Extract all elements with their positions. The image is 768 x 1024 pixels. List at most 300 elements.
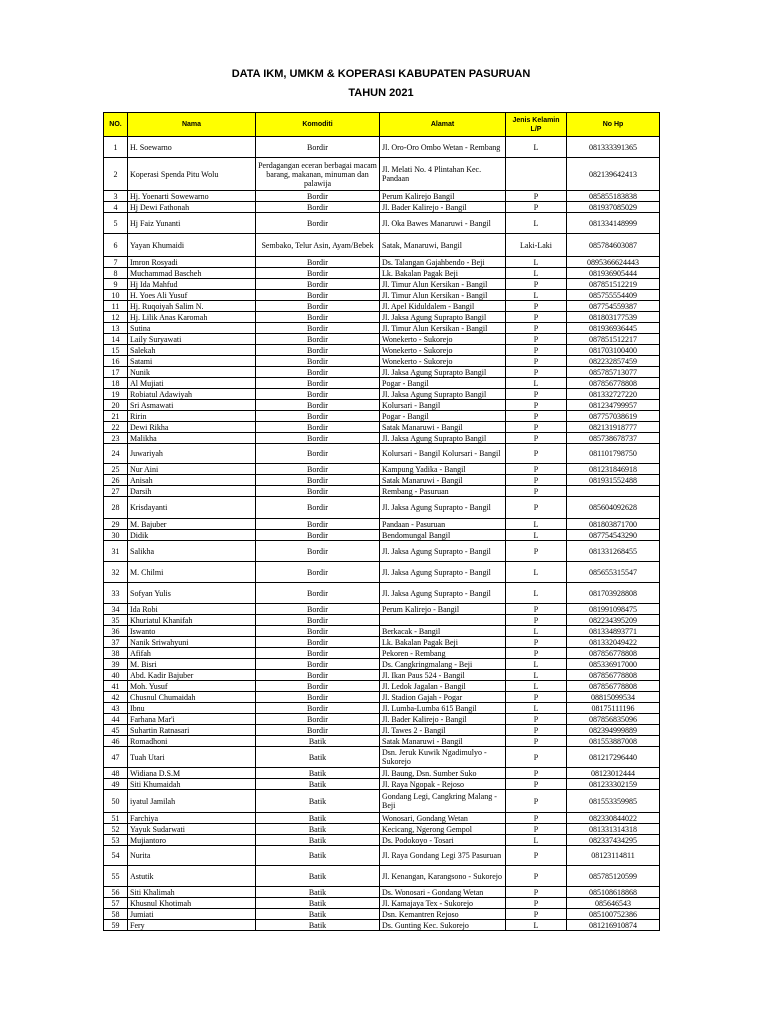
- commodity-cell: Bordir: [256, 530, 380, 541]
- table-row: [104, 541, 660, 562]
- phone-cell: 082139642413: [567, 158, 660, 191]
- phone-cell: 082234395209: [567, 615, 660, 626]
- address-cell: Kecicang, Ngerong Gempol: [380, 824, 506, 835]
- gender-cell: L: [506, 378, 567, 389]
- table-row: [104, 615, 660, 626]
- phone-cell: 085108618868: [567, 887, 660, 898]
- table-row: [104, 422, 660, 433]
- name-cell: Didik: [128, 530, 256, 541]
- address-cell: Ds. Gunting Kec. Sukorejo: [380, 920, 506, 931]
- row-number: 29: [104, 519, 128, 530]
- table-row: [104, 257, 660, 268]
- address-cell: Jl. Stadion Gajah - Pogar: [380, 692, 506, 703]
- row-number: 38: [104, 648, 128, 659]
- name-cell: Siti Khalimah: [128, 887, 256, 898]
- table-row: [104, 648, 660, 659]
- commodity-cell: Batik: [256, 866, 380, 887]
- name-cell: Nur Aini: [128, 464, 256, 475]
- phone-cell: 081936905444: [567, 268, 660, 279]
- commodity-cell: Bordir: [256, 583, 380, 604]
- name-cell: Hj Faiz Yunanti: [128, 213, 256, 234]
- row-number: 22: [104, 422, 128, 433]
- table-row: [104, 486, 660, 497]
- address-cell: Jl. Jaksa Agung Suprapto - Bangil: [380, 583, 506, 604]
- address-cell: Jl. Apel Kiduldalem - Bangil: [380, 301, 506, 312]
- commodity-cell: Bordir: [256, 725, 380, 736]
- gender-cell: P: [506, 824, 567, 835]
- address-cell: Jl. Ledok Jagalan - Bangil: [380, 681, 506, 692]
- gender-cell: P: [506, 692, 567, 703]
- phone-cell: 085755554409: [567, 290, 660, 301]
- row-number: 34: [104, 604, 128, 615]
- address-cell: Bendomungal Bangil: [380, 530, 506, 541]
- row-number: 57: [104, 898, 128, 909]
- commodity-cell: Bordir: [256, 137, 380, 158]
- commodity-cell: Bordir: [256, 637, 380, 648]
- name-cell: Robiatul Adawiyah: [128, 389, 256, 400]
- table-row: [104, 389, 660, 400]
- row-number: 44: [104, 714, 128, 725]
- gender-cell: L: [506, 257, 567, 268]
- name-cell: Juwariyah: [128, 444, 256, 464]
- table-row: [104, 626, 660, 637]
- gender-cell: P: [506, 813, 567, 824]
- table-row: [104, 400, 660, 411]
- row-number: 30: [104, 530, 128, 541]
- gender-cell: P: [506, 433, 567, 444]
- address-cell: Satak Manaruwi - Bangil: [380, 422, 506, 433]
- address-cell: Jl. Raya Ngopak - Rejoso: [380, 779, 506, 790]
- name-cell: Hj Dewi Fathonah: [128, 202, 256, 213]
- name-cell: Siti Khumaidah: [128, 779, 256, 790]
- commodity-cell: Bordir: [256, 714, 380, 725]
- name-cell: Ibnu: [128, 703, 256, 714]
- table-row: [104, 234, 660, 257]
- name-cell: Koperasi Spenda Pitu Wolu: [128, 158, 256, 191]
- phone-cell: 082330844022: [567, 813, 660, 824]
- document-title: DATA IKM, UMKM & KOPERASI KABUPATEN PASURUAN: [231, 68, 531, 80]
- gender-cell: P: [506, 648, 567, 659]
- phone-cell: 081936936445: [567, 323, 660, 334]
- gender-cell: L: [506, 835, 567, 846]
- phone-cell: [567, 486, 660, 497]
- gender-cell: P: [506, 725, 567, 736]
- gender-cell: P: [506, 887, 567, 898]
- commodity-cell: Bordir: [256, 301, 380, 312]
- gender-cell: P: [506, 475, 567, 486]
- phone-cell: 081703100400: [567, 345, 660, 356]
- phone-cell: 087856778808: [567, 670, 660, 681]
- commodity-cell: Bordir: [256, 681, 380, 692]
- row-number: 18: [104, 378, 128, 389]
- name-cell: Moh. Yusuf: [128, 681, 256, 692]
- table-row: [104, 835, 660, 846]
- row-number: 52: [104, 824, 128, 835]
- phone-cell: 081331268455: [567, 541, 660, 562]
- address-cell: Kolursari - Bangil Kolursari - Bangil: [380, 444, 506, 464]
- name-cell: Sri Asmawati: [128, 400, 256, 411]
- row-number: 10: [104, 290, 128, 301]
- gender-cell: P: [506, 464, 567, 475]
- row-number: 40: [104, 670, 128, 681]
- table-row: [104, 158, 660, 191]
- gender-cell: P: [506, 334, 567, 345]
- gender-cell: L: [506, 670, 567, 681]
- phone-cell: 085785713077: [567, 367, 660, 378]
- phone-cell: 08175111196: [567, 703, 660, 714]
- address-cell: Jl. Timur Alun Kersikan - Bangil: [380, 290, 506, 301]
- address-cell: Jl. Jaksa Agung Suprapto - Bangil: [380, 562, 506, 583]
- table-row: [104, 475, 660, 486]
- row-number: 20: [104, 400, 128, 411]
- gender-cell: P: [506, 714, 567, 725]
- name-cell: M. Bajuber: [128, 519, 256, 530]
- row-number: 54: [104, 846, 128, 866]
- gender-cell: Laki-Laki: [506, 234, 567, 257]
- table-row: [104, 334, 660, 345]
- gender-cell: P: [506, 779, 567, 790]
- address-cell: Jl. Jaksa Agung Suprapto Bangil: [380, 367, 506, 378]
- name-cell: Imron Rosyadi: [128, 257, 256, 268]
- table-row: [104, 747, 660, 768]
- commodity-cell: Bordir: [256, 703, 380, 714]
- phone-cell: 085655315547: [567, 562, 660, 583]
- phone-cell: 081331314318: [567, 824, 660, 835]
- phone-cell: 081991098475: [567, 604, 660, 615]
- commodity-cell: Batik: [256, 898, 380, 909]
- gender-cell: L: [506, 530, 567, 541]
- gender-cell: P: [506, 898, 567, 909]
- address-cell: Satak, Manaruwi, Bangil: [380, 234, 506, 257]
- row-number: 50: [104, 790, 128, 813]
- table-row: [104, 824, 660, 835]
- commodity-cell: Bordir: [256, 345, 380, 356]
- commodity-cell: Bordir: [256, 422, 380, 433]
- phone-cell: 081334148999: [567, 213, 660, 234]
- gender-cell: P: [506, 345, 567, 356]
- phone-cell: 085100752386: [567, 909, 660, 920]
- table-row: [104, 378, 660, 389]
- address-cell: Wonekerto - Sukorejo: [380, 356, 506, 367]
- name-cell: Darsih: [128, 486, 256, 497]
- gender-cell: L: [506, 626, 567, 637]
- name-cell: Laily Suryawati: [128, 334, 256, 345]
- table-row: [104, 813, 660, 824]
- gender-cell: P: [506, 846, 567, 866]
- phone-cell: 082337434295: [567, 835, 660, 846]
- header-komoditi: Komoditi: [256, 113, 380, 137]
- address-cell: Perum Kalirejo - Bangil: [380, 604, 506, 615]
- row-number: 17: [104, 367, 128, 378]
- name-cell: Khusnul Khotimah: [128, 898, 256, 909]
- address-cell: Ds. Podokoyo - Tosari: [380, 835, 506, 846]
- table-row: [104, 191, 660, 202]
- row-number: 3: [104, 191, 128, 202]
- document-subtitle: TAHUN 2021: [348, 87, 414, 99]
- name-cell: Salekah: [128, 345, 256, 356]
- name-cell: Iswanto: [128, 626, 256, 637]
- table-row: [104, 367, 660, 378]
- name-cell: H. Yoes Ali Yusuf: [128, 290, 256, 301]
- address-cell: Pandaan - Pasuruan: [380, 519, 506, 530]
- row-number: 53: [104, 835, 128, 846]
- table-row: [104, 736, 660, 747]
- row-number: 41: [104, 681, 128, 692]
- gender-cell: P: [506, 736, 567, 747]
- table-row: [104, 637, 660, 648]
- phone-cell: 087856778808: [567, 681, 660, 692]
- commodity-cell: Bordir: [256, 475, 380, 486]
- address-cell: Jl. Jaksa Agung Suprapto Bangil: [380, 389, 506, 400]
- table-row: [104, 268, 660, 279]
- row-number: 13: [104, 323, 128, 334]
- commodity-cell: Bordir: [256, 626, 380, 637]
- row-number: 45: [104, 725, 128, 736]
- commodity-cell: Bordir: [256, 444, 380, 464]
- gender-cell: L: [506, 290, 567, 301]
- phone-cell: 081216910874: [567, 920, 660, 931]
- gender-cell: P: [506, 909, 567, 920]
- phone-cell: 081234799957: [567, 400, 660, 411]
- phone-cell: 081803177539: [567, 312, 660, 323]
- address-cell: Jl. Timur Alun Kersikan - Bangil: [380, 279, 506, 290]
- commodity-cell: Batik: [256, 846, 380, 866]
- row-number: 56: [104, 887, 128, 898]
- phone-cell: 085336917000: [567, 659, 660, 670]
- table-row: [104, 433, 660, 444]
- table-row: [104, 411, 660, 422]
- commodity-cell: Bordir: [256, 202, 380, 213]
- row-number: 32: [104, 562, 128, 583]
- gender-cell: P: [506, 768, 567, 779]
- gender-cell: P: [506, 400, 567, 411]
- row-number: 27: [104, 486, 128, 497]
- phone-cell: 087856778808: [567, 378, 660, 389]
- header-no-hp: No Hp: [567, 113, 660, 137]
- phone-cell: 081803871700: [567, 519, 660, 530]
- commodity-cell: Batik: [256, 779, 380, 790]
- address-cell: Kampung Yadika - Bangil: [380, 464, 506, 475]
- address-cell: Wonekerto - Sukorejo: [380, 334, 506, 345]
- address-cell: Jl. Oka Bawes Manaruwi - Bangil: [380, 213, 506, 234]
- phone-cell: 087754543290: [567, 530, 660, 541]
- row-number: 21: [104, 411, 128, 422]
- gender-cell: L: [506, 920, 567, 931]
- name-cell: Khuriatul Khanifah: [128, 615, 256, 626]
- table-row: [104, 768, 660, 779]
- row-number: 49: [104, 779, 128, 790]
- gender-cell: P: [506, 497, 567, 519]
- row-number: 4: [104, 202, 128, 213]
- phone-cell: 081937085029: [567, 202, 660, 213]
- commodity-cell: Batik: [256, 920, 380, 931]
- commodity-cell: Bordir: [256, 257, 380, 268]
- table-row: [104, 312, 660, 323]
- phone-cell: 085604092628: [567, 497, 660, 519]
- name-cell: Chusnul Chumaidah: [128, 692, 256, 703]
- name-cell: Yayuk Sudarwati: [128, 824, 256, 835]
- row-number: 11: [104, 301, 128, 312]
- address-cell: Rembang - Pasuruan: [380, 486, 506, 497]
- commodity-cell: Perdagangan eceran berbagai macam barang, makanan, minuman dan palawija: [256, 158, 380, 191]
- table-row: [104, 898, 660, 909]
- name-cell: Tuah Utari: [128, 747, 256, 768]
- name-cell: Salikha: [128, 541, 256, 562]
- phone-cell: 085646543: [567, 898, 660, 909]
- phone-cell: 087856835096: [567, 714, 660, 725]
- address-cell: Gondang Legi, Cangkring Malang - Beji: [380, 790, 506, 813]
- table-row: [104, 562, 660, 583]
- gender-cell: P: [506, 422, 567, 433]
- address-cell: Ds. Cangkringmalang - Beji: [380, 659, 506, 670]
- address-cell: Jl. Timur Alun Kersikan - Bangil: [380, 323, 506, 334]
- address-cell: Ds. Talangan Gajahbendo - Beji: [380, 257, 506, 268]
- table-row: [104, 530, 660, 541]
- gender-cell: L: [506, 681, 567, 692]
- gender-cell: L: [506, 659, 567, 670]
- name-cell: Mujiantoro: [128, 835, 256, 846]
- gender-cell: L: [506, 519, 567, 530]
- address-cell: Berkacak - Bangil: [380, 626, 506, 637]
- commodity-cell: Batik: [256, 909, 380, 920]
- name-cell: Romadhoni: [128, 736, 256, 747]
- name-cell: Krisdayanti: [128, 497, 256, 519]
- row-number: 26: [104, 475, 128, 486]
- commodity-cell: Batik: [256, 824, 380, 835]
- gender-cell: [506, 158, 567, 191]
- header-jenis-kelamin: [506, 113, 567, 137]
- commodity-cell: Bordir: [256, 486, 380, 497]
- table-row: [104, 920, 660, 931]
- row-number: 9: [104, 279, 128, 290]
- name-cell: Dewi Rikha: [128, 422, 256, 433]
- gender-cell: L: [506, 268, 567, 279]
- phone-cell: 081333391365: [567, 137, 660, 158]
- address-cell: Lk. Bakalan Pagak Beji: [380, 637, 506, 648]
- row-number: 2: [104, 158, 128, 191]
- commodity-cell: Bordir: [256, 378, 380, 389]
- address-cell: Jl. Bader Kalirejo - Bangil: [380, 202, 506, 213]
- address-cell: Jl. Jaksa Agung Suprapto - Bangil: [380, 497, 506, 519]
- address-cell: Jl. Jaksa Agung Suprapto - Bangil: [380, 541, 506, 562]
- commodity-cell: Bordir: [256, 497, 380, 519]
- table-row: [104, 670, 660, 681]
- gender-cell: P: [506, 389, 567, 400]
- name-cell: Afifah: [128, 648, 256, 659]
- phone-cell: 08815099534: [567, 692, 660, 703]
- commodity-cell: Bordir: [256, 615, 380, 626]
- commodity-cell: Bordir: [256, 562, 380, 583]
- address-cell: Perum Kalirejo Bangil: [380, 191, 506, 202]
- address-cell: Dsn. Jeruk Kuwik Ngadimulyo - Sukorejo: [380, 747, 506, 768]
- phone-cell: 082232857459: [567, 356, 660, 367]
- gender-cell: P: [506, 312, 567, 323]
- phone-cell: 087856778808: [567, 648, 660, 659]
- table-row: [104, 604, 660, 615]
- gender-cell: P: [506, 411, 567, 422]
- name-cell: Muchammad Bascheh: [128, 268, 256, 279]
- address-cell: Satak Manaruwi - Bangil: [380, 475, 506, 486]
- row-number: 19: [104, 389, 128, 400]
- table-row: [104, 202, 660, 213]
- name-cell: Al Mujiati: [128, 378, 256, 389]
- commodity-cell: Batik: [256, 790, 380, 813]
- commodity-cell: Bordir: [256, 323, 380, 334]
- gender-cell: P: [506, 367, 567, 378]
- table-row: [104, 866, 660, 887]
- table-row: [104, 909, 660, 920]
- phone-cell: 085784603087: [567, 234, 660, 257]
- commodity-cell: Bordir: [256, 604, 380, 615]
- table-row: [104, 301, 660, 312]
- commodity-cell: Bordir: [256, 191, 380, 202]
- name-cell: Anisah: [128, 475, 256, 486]
- table-row: [104, 444, 660, 464]
- table-row: [104, 887, 660, 898]
- address-cell: Jl. Ikan Paus 524 - Bangil: [380, 670, 506, 681]
- phone-cell: 087757038619: [567, 411, 660, 422]
- phone-cell: 085855183838: [567, 191, 660, 202]
- name-cell: Suhartin Ratnasari: [128, 725, 256, 736]
- row-number: 36: [104, 626, 128, 637]
- commodity-cell: Batik: [256, 835, 380, 846]
- phone-cell: 081332727220: [567, 389, 660, 400]
- row-number: 46: [104, 736, 128, 747]
- row-number: 48: [104, 768, 128, 779]
- phone-cell: 082131918777: [567, 422, 660, 433]
- gender-cell: P: [506, 747, 567, 768]
- table-row: [104, 519, 660, 530]
- table-row: [104, 692, 660, 703]
- gender-cell: P: [506, 444, 567, 464]
- commodity-cell: Batik: [256, 736, 380, 747]
- phone-cell: 085738678737: [567, 433, 660, 444]
- table-row: [104, 790, 660, 813]
- phone-cell: 085785120599: [567, 866, 660, 887]
- name-cell: Ririn: [128, 411, 256, 422]
- address-cell: Dsn. Kemantren Rejoso: [380, 909, 506, 920]
- gender-cell: P: [506, 637, 567, 648]
- commodity-cell: Batik: [256, 887, 380, 898]
- row-number: 24: [104, 444, 128, 464]
- table-row: [104, 213, 660, 234]
- table-row: [104, 779, 660, 790]
- row-number: 47: [104, 747, 128, 768]
- name-cell: Hj Ida Mahfud: [128, 279, 256, 290]
- commodity-cell: Bordir: [256, 400, 380, 411]
- gender-cell: P: [506, 191, 567, 202]
- row-number: 14: [104, 334, 128, 345]
- name-cell: Nanik Sriwahyuni: [128, 637, 256, 648]
- header-nama: Nama: [128, 113, 256, 137]
- gender-cell: P: [506, 202, 567, 213]
- phone-cell: 081332049422: [567, 637, 660, 648]
- name-cell: Hj. Ruqoiyah Salim N.: [128, 301, 256, 312]
- name-cell: Jumiati: [128, 909, 256, 920]
- name-cell: iyatul Jamilah: [128, 790, 256, 813]
- commodity-cell: Bordir: [256, 213, 380, 234]
- row-number: 1: [104, 137, 128, 158]
- name-cell: Sutina: [128, 323, 256, 334]
- commodity-cell: Bordir: [256, 692, 380, 703]
- name-cell: H. Soewarno: [128, 137, 256, 158]
- commodity-cell: Bordir: [256, 519, 380, 530]
- gender-cell: P: [506, 279, 567, 290]
- address-cell: Jl. Oro-Oro Ombo Wetan - Rembang: [380, 137, 506, 158]
- name-cell: Farchiya: [128, 813, 256, 824]
- phone-cell: 0895366624443: [567, 257, 660, 268]
- header-no: NO.: [104, 113, 128, 137]
